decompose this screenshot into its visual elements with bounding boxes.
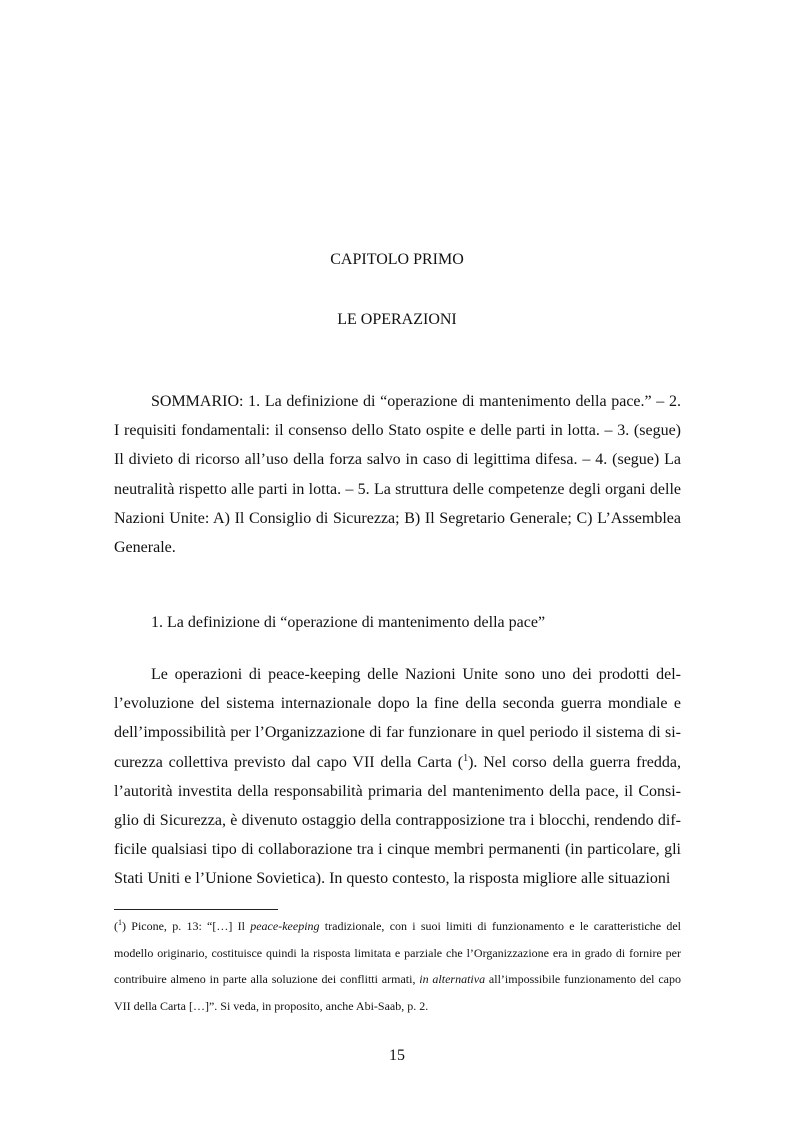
- chapter-summary: SOMMARIO: 1. La definizione di “operazione di mantenimento della pace.” – 2. I requisiti fondamentali: il consenso dello Stato ospite e delle parti in lotta. – 3. (segue) Il divieto di ricorso all’uso della forza salvo in caso di legittima difesa. – 4. (segue) La neutralità rispetto alle parti in lotta. – 5. La struttura delle competenze degli organi delle Nazioni Unite: A) Il Consiglio di Sicurezza; B) Il Segretario Generale; C) L’Assemblea Generale.: [114, 393, 681, 557]
- body-text-part1: Le operazioni di peace-keeping delle Nazioni Unite sono uno dei prodotti dell’evoluzione del sistema internazionale dopo la fine della seconda guerra mondiale e dell’impossibilità per l’Organizzazione di far funzionare in quel periodo il sistema di sicurezza collettiva previsto dal capo VII della Carta (: [114, 666, 681, 771]
- footnote-open-paren: (: [114, 919, 118, 933]
- page-number: 15: [389, 1047, 405, 1064]
- footnote-number: 1: [118, 918, 122, 927]
- body-paragraph: [114, 660, 681, 894]
- footnote-italic-b: in alternativa: [419, 972, 486, 986]
- footnote-italic-a: peace-keeping: [250, 919, 320, 933]
- section-title: 1. La definizione di “operazione di mantenimento della pace”: [151, 614, 546, 631]
- chapter-heading: CAPITOLO PRIMO: [330, 251, 464, 268]
- footnote-close-paren: ): [122, 919, 126, 933]
- body-text-part2: ). Nel corso della guerra fredda, l’autorità investita della responsabilità primaria del mantenimento della pace, il Consiglio di Sicurezza, è divenuto ostaggio della contrapposizione tra i blocchi, rendendo difficile qualsiasi tipo di collaborazione tra i cinque membri permanenti (in particolare, gli Stati Uniti e l’Unione Sovietica). In questo contesto, la risposta migliore alle situazioni: [114, 753, 682, 888]
- footnote: [114, 913, 681, 1019]
- footnote-text-c: all’impossibile funzionamento del capo VII della Carta […]”. Si veda, in proposito, anche Abi-Saab, p. 2.: [114, 972, 681, 1013]
- footnote-reference: 1: [463, 752, 469, 764]
- footnote-text-b: tradizionale, con i suoi limiti di funzionamento e le caratteristiche del modello originario, costituisce quindi la risposta limitata e parziale che l’Organizzazione era in grado di fornire per contribuire almeno in parte alla soluzione dei conflitti armati,: [114, 919, 681, 986]
- footnote-separator: [114, 909, 278, 910]
- chapter-title: LE OPERAZIONI: [337, 311, 457, 328]
- footnote-text-a: Picone, p. 13: “[…] Il: [126, 919, 251, 933]
